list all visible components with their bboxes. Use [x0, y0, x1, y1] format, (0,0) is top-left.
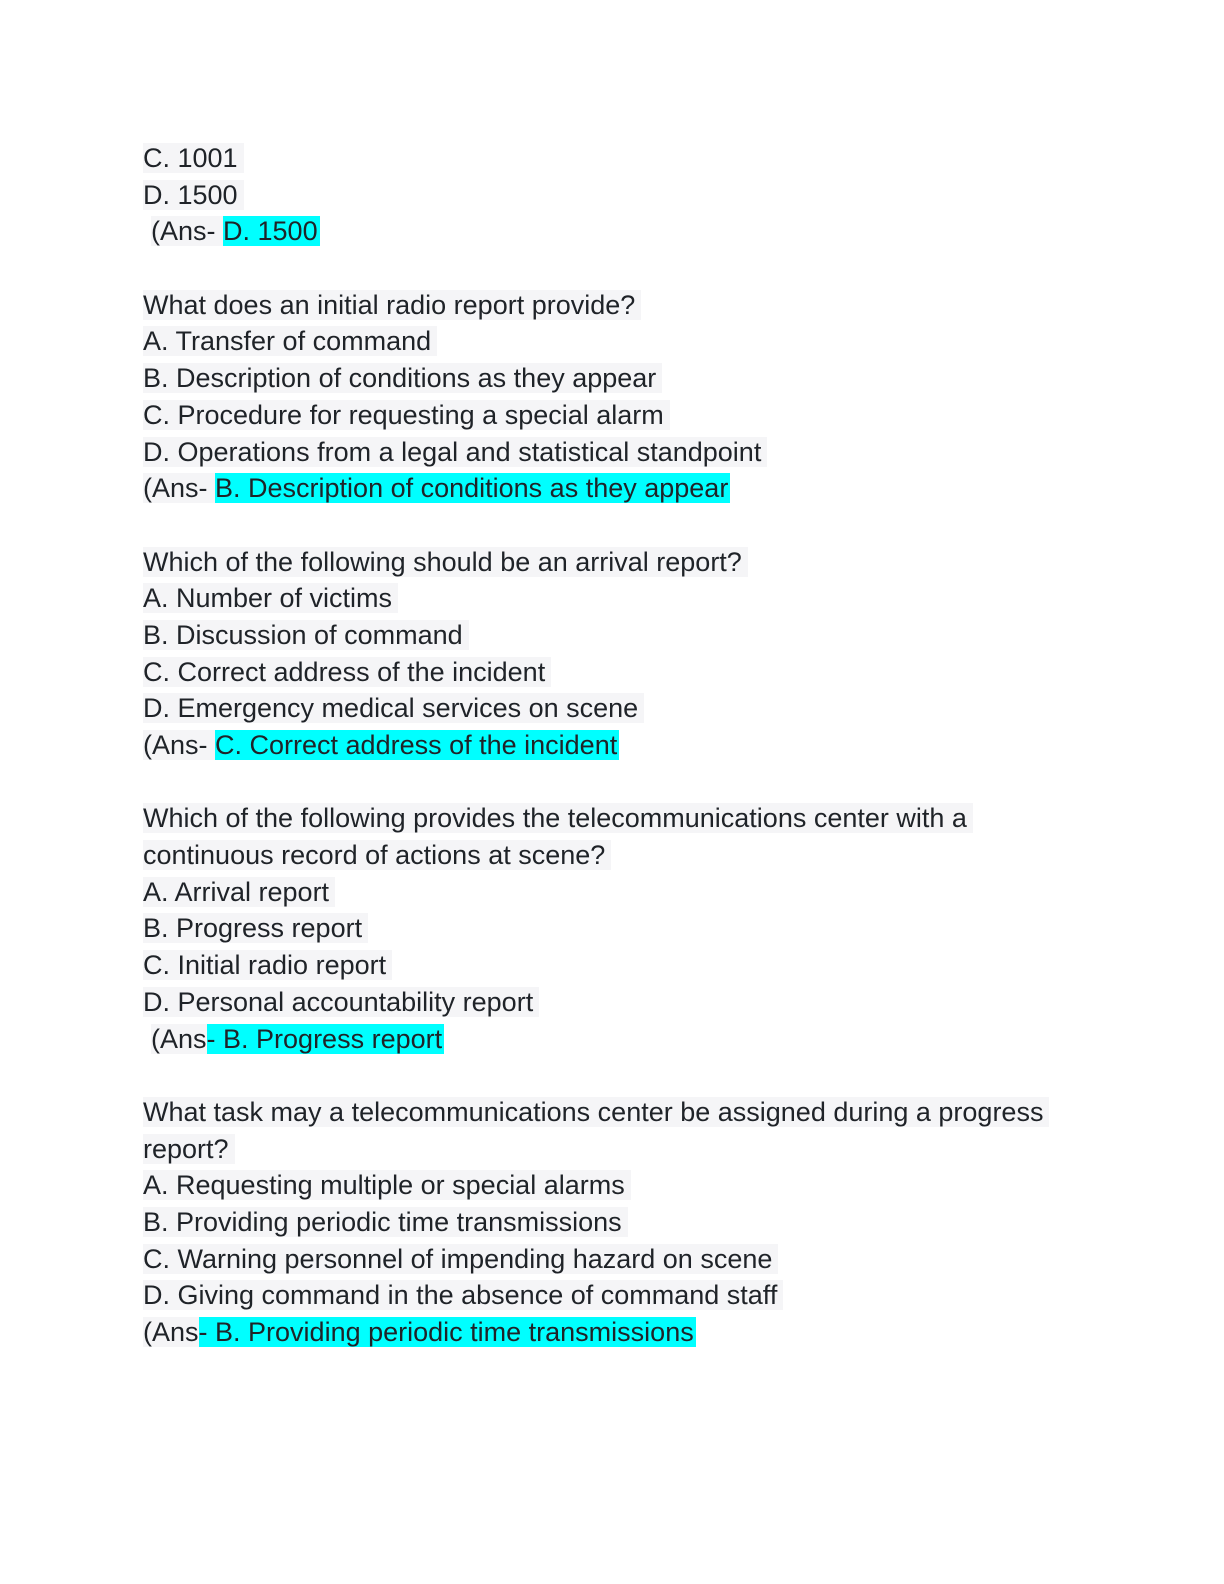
- answer-line: [143, 1021, 1103, 1058]
- document-page: [143, 140, 1103, 1351]
- option-line: B. Providing periodic time transmissions: [143, 1204, 1103, 1241]
- question-text: What does an initial radio report provide?: [143, 287, 1103, 324]
- answer-line: [143, 727, 1103, 764]
- answer-prefix: (Ans: [151, 1023, 207, 1054]
- answer-prefix: (Ans-: [151, 216, 224, 247]
- question-text: What task may a telecommunications center be assigned during a progress: [143, 1094, 1103, 1131]
- option-line: B. Progress report: [143, 910, 1103, 947]
- option-line: C. Correct address of the incident: [143, 654, 1103, 691]
- answer-line: [143, 470, 1103, 507]
- answer-line: [143, 213, 1103, 250]
- option-line: A. Arrival report: [143, 874, 1103, 911]
- option-line: D. 1500: [143, 177, 1103, 214]
- answer-prefix: (Ans: [143, 1317, 199, 1347]
- option-line: D. Emergency medical services on scene: [143, 690, 1103, 727]
- option-line: B. Description of conditions as they appear: [143, 360, 1103, 397]
- question-text: Which of the following should be an arrival report?: [143, 544, 1103, 581]
- question-text: Which of the following provides the telecommunications center with a: [143, 800, 1103, 837]
- question-text: report?: [143, 1131, 1103, 1168]
- option-line: C. Initial radio report: [143, 947, 1103, 984]
- option-line: D. Operations from a legal and statistical standpoint: [143, 434, 1103, 471]
- answer-highlight: - B. Progress report: [206, 1023, 443, 1054]
- option-line: C. 1001: [143, 140, 1103, 177]
- answer-highlight: D. 1500: [223, 216, 318, 247]
- answer-highlight: C. Correct address of the incident: [215, 730, 618, 760]
- option-line: A. Requesting multiple or special alarms: [143, 1167, 1103, 1204]
- answer-prefix: (Ans-: [143, 473, 216, 504]
- option-line: C. Warning personnel of impending hazard on scene: [143, 1241, 1103, 1278]
- answer-prefix: (Ans-: [143, 730, 216, 760]
- answer-line: [143, 1314, 1103, 1351]
- option-line: D. Giving command in the absence of command staff: [143, 1277, 1103, 1314]
- option-line: D. Personal accountability report: [143, 984, 1103, 1021]
- option-line: B. Discussion of command: [143, 617, 1103, 654]
- question-text: continuous record of actions at scene?: [143, 837, 1103, 874]
- option-line: A. Transfer of command: [143, 323, 1103, 360]
- option-line: A. Number of victims: [143, 580, 1103, 617]
- option-line: C. Procedure for requesting a special alarm: [143, 397, 1103, 434]
- answer-highlight: B. Description of conditions as they appear: [215, 473, 729, 504]
- answer-highlight: - B. Providing periodic time transmissions: [198, 1317, 694, 1347]
